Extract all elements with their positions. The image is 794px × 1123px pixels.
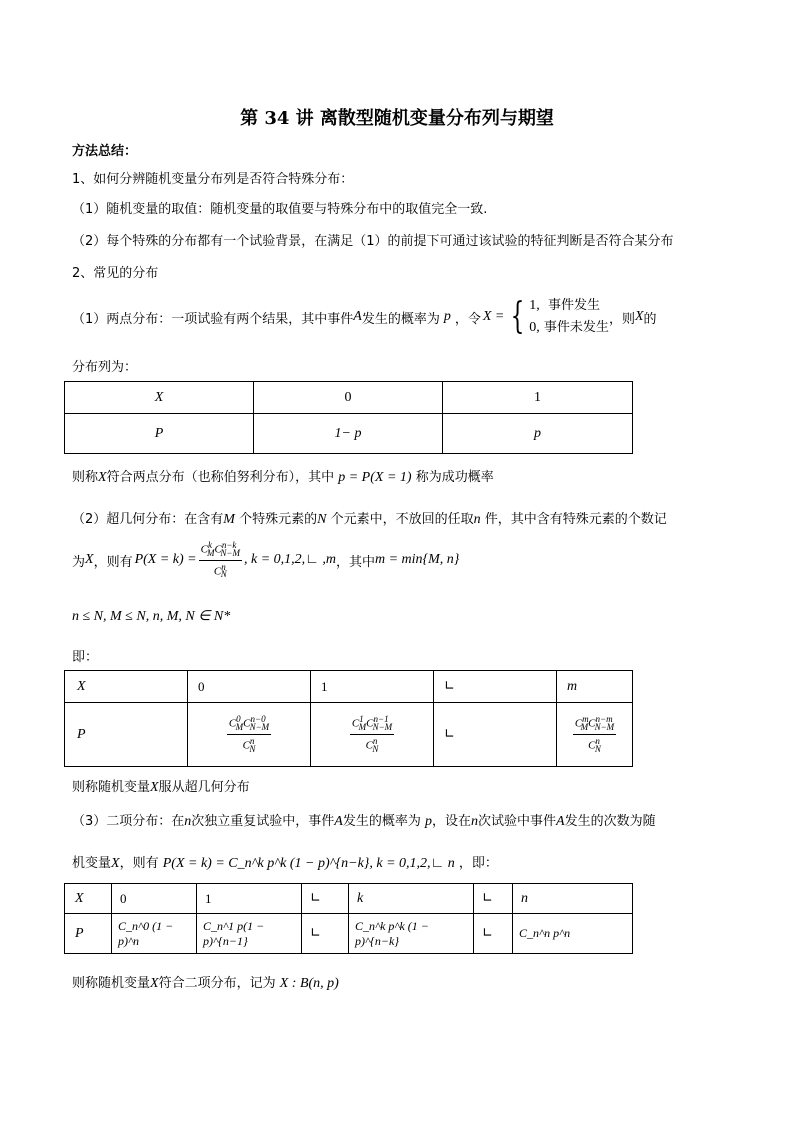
var-N: N bbox=[317, 512, 327, 527]
paragraph-1: 1、如何分辨随机变量分布列是否符合特殊分布： bbox=[72, 172, 354, 187]
case-2-value: 0, bbox=[529, 320, 540, 335]
var-M: M bbox=[223, 512, 235, 527]
table-cell: C_n^n p^n bbox=[513, 914, 633, 954]
two-point-definition bbox=[72, 294, 657, 340]
success-prob-formula: p = P(X = 1) bbox=[338, 470, 412, 485]
binom-line-1 bbox=[72, 810, 656, 830]
binom-line-2 bbox=[72, 852, 498, 872]
var-n: n bbox=[473, 512, 481, 527]
two-point-next-line: 分布列为： bbox=[72, 360, 138, 375]
table-cell: P bbox=[65, 914, 112, 954]
two-point-text-c: ，令 bbox=[454, 311, 481, 327]
hyper-formula-fraction: $\frac{C^k_MC^{n-k}_{N-M}}{C^n_N}$ bbox=[200, 539, 240, 580]
hyper-formula-tail: , k = 0,1,2,∟ ,m bbox=[243, 552, 336, 567]
var-n: n bbox=[184, 814, 192, 829]
table-cell: ∟ bbox=[302, 914, 349, 954]
table-cell bbox=[188, 703, 311, 767]
binom-text-b: 次独立重复试验中，事件 bbox=[191, 814, 335, 829]
binom-line2-b: ，则有 bbox=[119, 856, 159, 871]
hyper-line-2 bbox=[72, 540, 459, 580]
var-p: p bbox=[443, 309, 451, 324]
var-X: X bbox=[150, 976, 159, 991]
table-cell: C_n^1 p(1 − p)^{n−1} bbox=[197, 914, 302, 954]
case-1-value: 1, bbox=[529, 298, 540, 313]
table-cell: k bbox=[349, 884, 474, 914]
table-cell: ∟ bbox=[434, 671, 557, 703]
var-A: A bbox=[556, 814, 565, 829]
hyper-text-c: 个元素中，不放回的任取 bbox=[330, 512, 474, 527]
var-X: X bbox=[85, 552, 94, 567]
hyper-formula-lhs: P(X = k) = bbox=[134, 552, 197, 567]
table-cell: P bbox=[65, 414, 254, 454]
table-cell: C_n^0 (1 − p)^n bbox=[112, 914, 197, 954]
paragraph-4: 2、常见的分布 bbox=[72, 266, 159, 281]
table-cell: ∟ bbox=[434, 703, 557, 767]
var-X: X bbox=[111, 856, 120, 871]
hyper-line2-b: ，则有 bbox=[93, 554, 133, 570]
after-text-a: 则称 bbox=[72, 470, 99, 485]
binom-after-a: 则称随机变量 bbox=[72, 976, 151, 991]
table-cell: ∟ bbox=[302, 884, 349, 914]
two-point-table bbox=[64, 381, 633, 454]
binom-line2-a: 机变量 bbox=[72, 856, 112, 871]
binom-text-d: ，设在 bbox=[432, 814, 472, 829]
hyper-prob-1: $\frac{C^1_MC^{n-1}_{N-M}}{C^n_N}$ bbox=[351, 714, 393, 754]
hyper-ji: 即： bbox=[72, 650, 99, 665]
table-cell: 1 bbox=[197, 884, 302, 914]
var-X: X bbox=[98, 470, 107, 485]
hyper-after-a: 则称随机变量 bbox=[72, 780, 151, 795]
var-n: n bbox=[471, 814, 479, 829]
binom-formula: P(X = k) = C_n^k p^k (1 − p)^{n−k}, k = 0,1,2,∟ n bbox=[162, 856, 455, 871]
var-X-eq: X = bbox=[482, 309, 505, 324]
case-2-text: 事件未发生 bbox=[543, 320, 609, 335]
binom-text-f: 发生的次数为随 bbox=[564, 814, 656, 829]
binom-after bbox=[72, 972, 339, 992]
hyper-line2-c: ，其中 bbox=[335, 554, 375, 570]
hyper-line-1 bbox=[72, 508, 667, 528]
hyper-after bbox=[72, 776, 250, 796]
two-point-after bbox=[72, 466, 494, 486]
binom-text-c: 发生的概率为 bbox=[342, 814, 421, 829]
var-A: A bbox=[353, 309, 362, 324]
table-cell: 1 bbox=[311, 671, 434, 703]
page-title: 第 34 讲 离散型随机变量分布列与期望 bbox=[240, 108, 554, 129]
hyper-prob-0: $\frac{C^0_MC^{n-0}_{N-M}}{C^n_N}$ bbox=[228, 714, 270, 754]
method-heading: 方法总结： bbox=[72, 144, 138, 159]
after-text-c: 称为成功概率 bbox=[415, 470, 494, 485]
binom-text-e: 次试验中事件 bbox=[478, 814, 557, 829]
two-point-text-a: （1）两点分布：一项试验有两个结果，其中事件 bbox=[72, 311, 354, 327]
table-cell: X bbox=[65, 884, 112, 914]
left-brace: { bbox=[510, 296, 525, 337]
hyper-text-d: 件，其中含有特殊元素的个数记 bbox=[484, 512, 667, 527]
paragraph-2: （1）随机变量的取值：随机变量的取值要与特殊分布中的取值完全一致. bbox=[72, 202, 488, 217]
table-cell: p bbox=[443, 414, 633, 454]
hyper-text-a: （2）超几何分布：在含有 bbox=[72, 512, 224, 527]
two-point-text-e: 的 bbox=[643, 311, 657, 327]
table-cell: ∟ bbox=[474, 914, 513, 954]
case-1-text: 事件发生 bbox=[548, 298, 601, 313]
hyper-constraints: n ≤ N, M ≤ N, n, M, N ∈ N* bbox=[72, 609, 231, 624]
table-cell: 0 bbox=[254, 382, 443, 414]
table-cell: 1− p bbox=[254, 414, 443, 454]
table-cell: P bbox=[65, 703, 188, 767]
table-cell: X bbox=[65, 671, 188, 703]
table-cell: 0 bbox=[112, 884, 197, 914]
var-p: p bbox=[425, 814, 433, 829]
table-cell: 1 bbox=[443, 382, 633, 414]
table-cell bbox=[557, 703, 633, 767]
binom-after-b: 符合二项分布，记为 bbox=[158, 976, 276, 991]
hyper-table bbox=[64, 670, 633, 767]
hyper-text-b: 个特殊元素的 bbox=[239, 512, 318, 527]
table-cell: 0 bbox=[188, 671, 311, 703]
hyper-prob-m: $\frac{C^m_MC^{n-m}_{N-M}}{C^n_N}$ bbox=[574, 714, 615, 754]
table-cell: n bbox=[513, 884, 633, 914]
var-X: X bbox=[634, 309, 644, 324]
two-point-text-d: ，则 bbox=[608, 311, 635, 327]
piecewise-definition bbox=[506, 295, 609, 339]
hyper-after-b: 服从超几何分布 bbox=[158, 780, 250, 795]
table-cell: m bbox=[557, 671, 633, 703]
binom-text-a: （3）二项分布：在 bbox=[72, 814, 185, 829]
after-text-b: 符合两点分布（也称伯努利分布），其中 bbox=[106, 470, 335, 485]
two-point-text-b: 发生的概率为 bbox=[361, 311, 440, 327]
binom-notation: X : B(n, p) bbox=[279, 976, 339, 991]
table-cell bbox=[311, 703, 434, 767]
binom-line2-c: ，即： bbox=[458, 856, 498, 871]
binom-table bbox=[64, 883, 633, 954]
min-formula: m = min{M, n} bbox=[374, 552, 460, 567]
table-cell: C_n^k p^k (1 − p)^{n−k} bbox=[349, 914, 474, 954]
var-X: X bbox=[150, 780, 159, 795]
var-A: A bbox=[334, 814, 343, 829]
hyper-line2-a: 为 bbox=[72, 554, 86, 570]
paragraph-3: （2）每个特殊的分布都有一个试验背景，在满足（1）的前提下可通过该试验的特征判断是否符合某分布 bbox=[72, 234, 674, 249]
table-cell: ∟ bbox=[474, 884, 513, 914]
table-cell: X bbox=[65, 382, 254, 414]
